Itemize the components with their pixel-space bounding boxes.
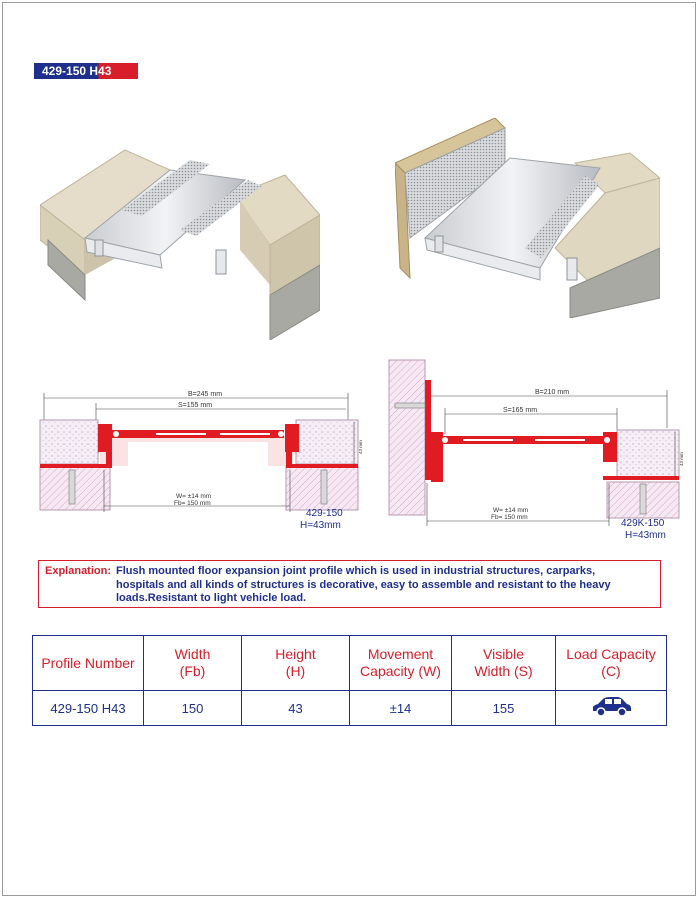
left-overall-width-label: B=245 mm	[188, 391, 223, 398]
left-height-dim-label: 43 mm	[358, 440, 363, 454]
left-movement-label: W= ±14 mm	[176, 493, 212, 500]
right-height-label: H=43mm	[625, 530, 666, 541]
header-width: Width (Fb)	[144, 636, 242, 691]
cell-height: 43	[242, 691, 350, 726]
right-height-dim-label: 43 mm	[679, 452, 684, 466]
right-model-label: 429K-150	[621, 518, 665, 529]
car-icon	[589, 696, 633, 718]
left-profile-width-label: Fb= 150 mm	[174, 500, 211, 507]
cell-width: 150	[144, 691, 242, 726]
right-visible-width-label: S=165 mm	[503, 407, 538, 414]
left-section-drawing	[38, 388, 368, 530]
right-movement-label: W= ±14 mm	[493, 507, 529, 514]
header-load-capacity: Load Capacity (C)	[556, 636, 667, 691]
spec-header-row	[33, 636, 667, 691]
cell-visible-width: 155	[452, 691, 556, 726]
explanation-label: Explanation:	[45, 565, 112, 577]
header-profile-number: Profile Number	[33, 636, 144, 691]
cell-profile-number: 429-150 H43	[33, 691, 144, 726]
cell-load-capacity	[556, 691, 667, 726]
left-height-label: H=43mm	[300, 520, 341, 530]
explanation-text: Flush mounted floor expansion joint profile which is used in industrial structures, carparks, hospitals and all kinds of structures is decorative, easy to assemble and resistant to the heavy loads.Resistant to light vehicle load.	[116, 565, 611, 604]
cell-movement: ±14	[350, 691, 452, 726]
right-overall-width-label: B=210 mm	[535, 389, 570, 396]
header-height: Height (H)	[242, 636, 350, 691]
right-section-drawing	[385, 358, 685, 543]
left-visible-width-label: S=155 mm	[178, 402, 213, 409]
left-model-label: 429-150	[306, 508, 343, 519]
right-3d-render	[395, 118, 660, 318]
header-visible-width: Visible Width (S)	[452, 636, 556, 691]
product-code-badge: 429-150 H43	[34, 63, 138, 79]
right-profile-width-label: Fb= 150 mm	[491, 514, 528, 521]
spec-data-row	[33, 691, 667, 726]
left-3d-render	[40, 140, 320, 340]
explanation-box	[38, 560, 661, 608]
header-movement-capacity: Movement Capacity (W)	[350, 636, 452, 691]
spec-table	[32, 635, 667, 726]
